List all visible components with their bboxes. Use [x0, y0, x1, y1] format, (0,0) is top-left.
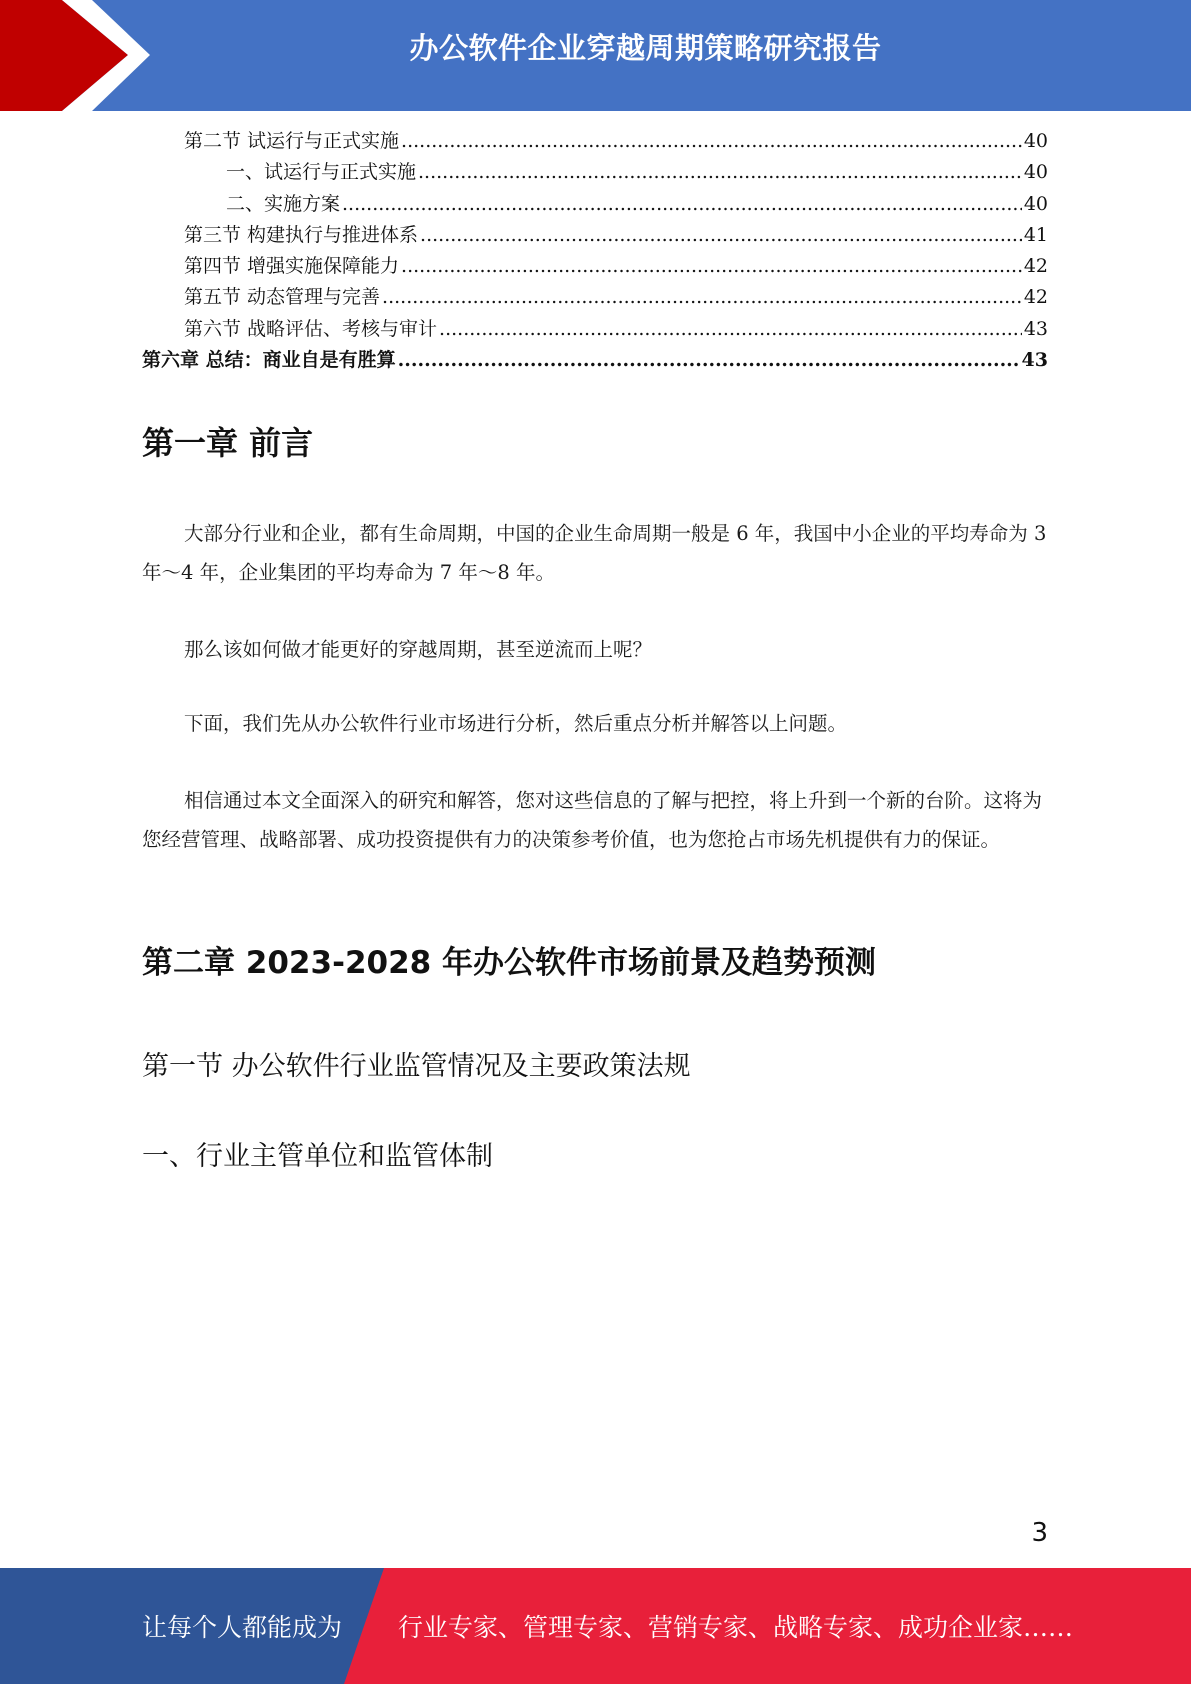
toc-entry[interactable] — [142, 157, 1048, 188]
toc-entry[interactable] — [142, 282, 1048, 313]
toc-entry[interactable] — [142, 126, 1048, 157]
page-footer — [0, 1568, 1191, 1684]
intro-paragraph-2: 那么该如何做才能更好的穿越周期，甚至逆流而上呢？ — [184, 638, 653, 661]
footer-slogan-right: 行业专家、管理专家、营销专家、战略专家、成功企业家…… — [398, 1613, 1074, 1642]
toc-entry-page: 40 — [1023, 130, 1048, 152]
toc-entry-page: 41 — [1023, 223, 1048, 246]
toc-entry[interactable] — [142, 189, 1048, 220]
toc-entry[interactable] — [142, 220, 1048, 251]
toc-entry-label: 二、实施方案 — [226, 192, 341, 215]
toc-entry-page: 42 — [1023, 255, 1048, 278]
toc-leader-dots — [342, 189, 1022, 220]
chapter-2-heading: 第二章 2023-2028 年办公软件市场前景及趋势预测 — [142, 945, 877, 981]
page-header — [0, 0, 1191, 111]
table-of-contents — [142, 126, 1048, 376]
toc-leader-dots — [401, 251, 1022, 282]
subsection-heading: 一、行业主管单位和监管体制 — [142, 1141, 493, 1172]
toc-entry-page: 42 — [1023, 286, 1048, 309]
intro-paragraph-4: 相信通过本文全面深入的研究和解答，您对这些信息的了解与把控，将上升到一个新的台阶。这将为您经营管理、战略部署、成功投资提供有力的决策参考价值，也为您抢占市场先机提供有力的保证。 — [142, 789, 1043, 851]
toc-entry-page: 43 — [1021, 349, 1048, 372]
toc-leader-dots — [382, 282, 1022, 313]
toc-entry-page: 40 — [1023, 192, 1048, 215]
intro-paragraph-3: 下面，我们先从办公软件行业市场进行分析，然后重点分析并解答以上问题。 — [184, 712, 848, 735]
toc-leader-dots — [401, 126, 1022, 157]
toc-entry-label: 第三节 构建执行与推进体系 — [184, 223, 419, 246]
toc-entry-label: 一、试运行与正式实施 — [226, 161, 417, 184]
toc-entry-page: 43 — [1023, 317, 1048, 340]
toc-entry[interactable] — [142, 345, 1048, 376]
toc-entry-label: 第六章 总结：商业自是有胜算 — [142, 349, 396, 372]
toc-leader-dots — [439, 314, 1022, 345]
toc-entry[interactable] — [142, 251, 1048, 282]
section-heading: 第一节 办公软件行业监管情况及主要政策法规 — [142, 1051, 691, 1082]
toc-entry-label: 第二节 试运行与正式实施 — [184, 130, 400, 152]
toc-entry-label: 第六节 战略评估、考核与审计 — [184, 317, 438, 340]
toc-entry-label: 第五节 动态管理与完善 — [184, 286, 381, 309]
toc-entry-page: 40 — [1023, 161, 1048, 184]
footer-slogan-left: 让每个人都能成为 — [142, 1613, 343, 1642]
toc-leader-dots — [418, 157, 1022, 188]
intro-paragraph-1: 大部分行业和企业，都有生命周期，中国的企业生命周期一般是 6 年，我国中小企业的平均寿命为 3 年～4 年，企业集团的平均寿命为 7 年～8 年。 — [142, 522, 1047, 584]
chapter-1-heading: 第一章 前言 — [142, 424, 314, 462]
header-arrow-decoration — [0, 0, 160, 111]
report-title: 办公软件企业穿越周期策略研究报告 — [409, 31, 882, 65]
page-number: 3 — [1031, 1518, 1048, 1548]
toc-entry[interactable] — [142, 314, 1048, 345]
toc-leader-dots — [398, 345, 1020, 376]
toc-entry-label: 第四节 增强实施保障能力 — [184, 255, 400, 278]
toc-leader-dots — [420, 220, 1022, 251]
